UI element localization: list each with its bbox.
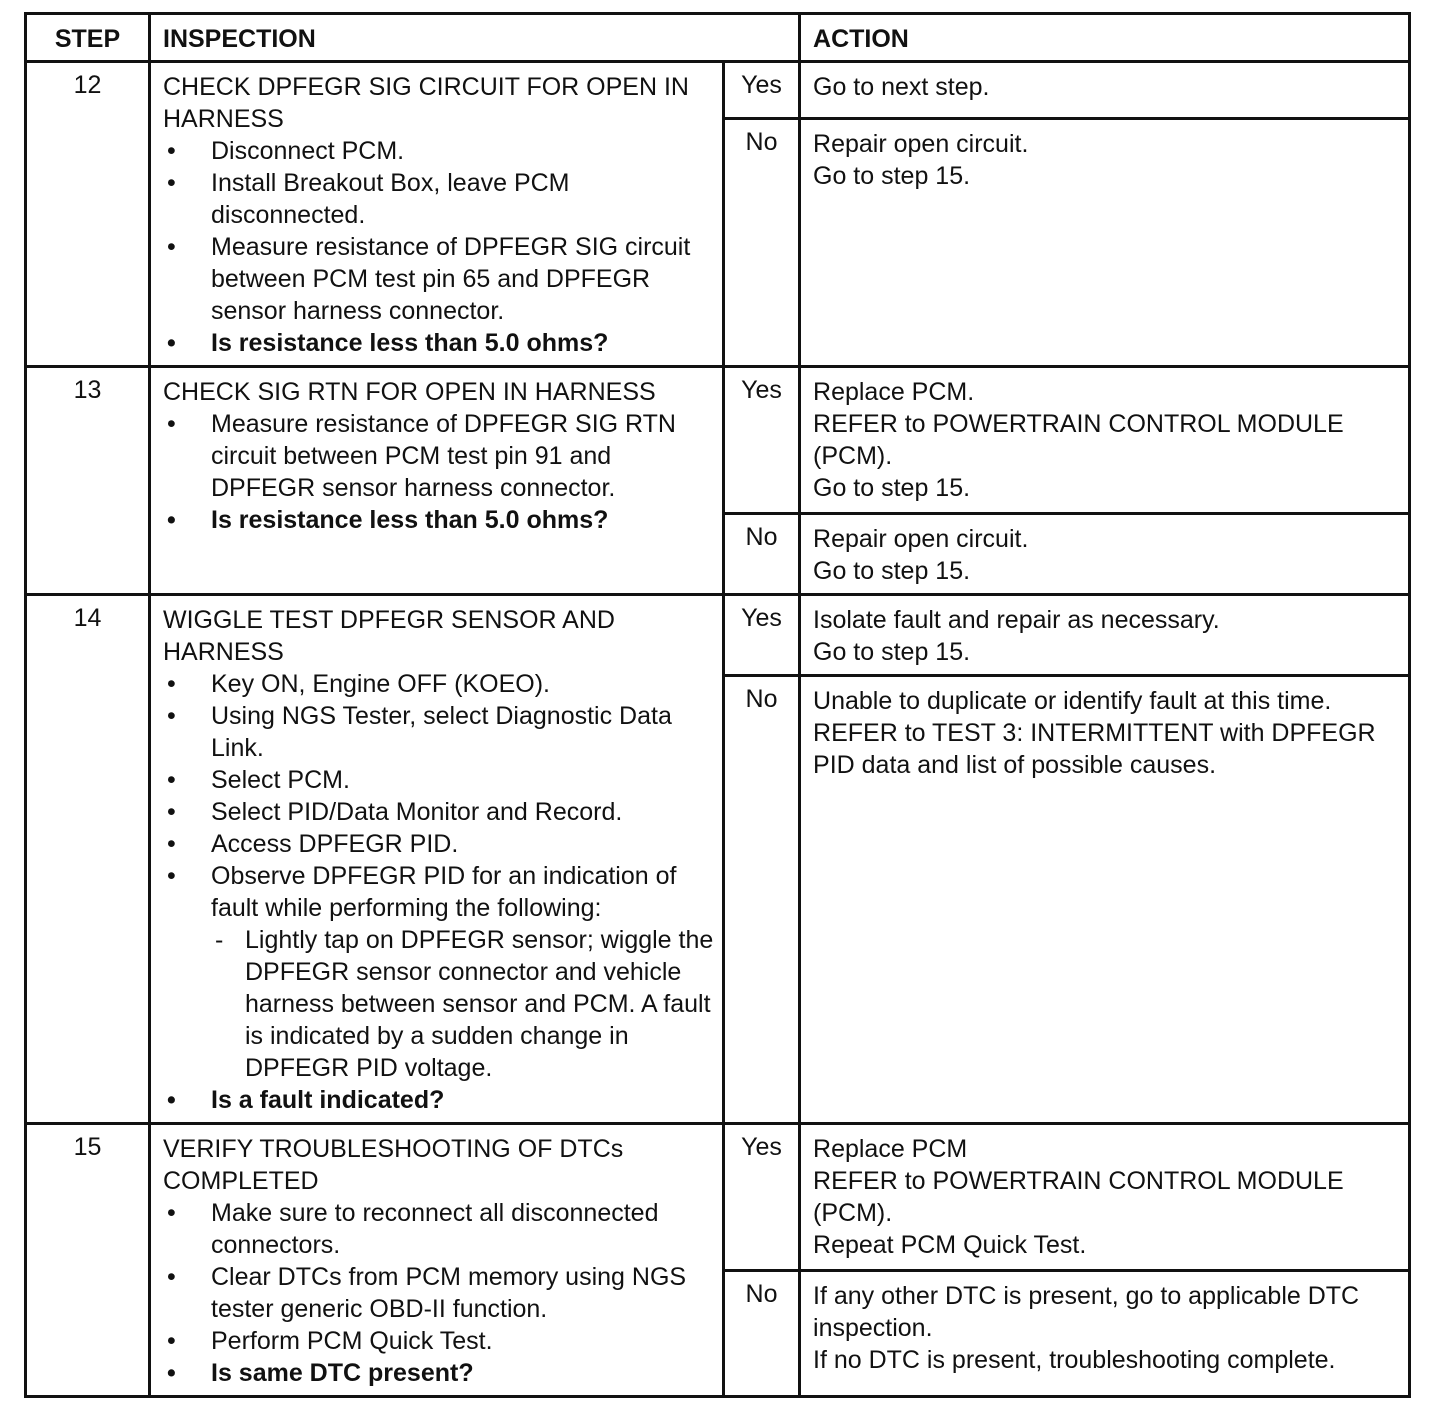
no-action-cell (800, 514, 1410, 595)
bullet-item: • Measure resistance of DPFEGR SIG circuit between PCM test pin 65 and DPFEGR sensor harness connector. (163, 231, 714, 327)
no-action-cell (800, 676, 1410, 1124)
yes-action-cell (800, 595, 1410, 676)
inspection-question: • Is resistance less than 5.0 ohms? (163, 504, 714, 536)
action-line: Unable to duplicate or identify fault at this time. (813, 687, 1332, 715)
action-line: Repeat PCM Quick Test. (813, 1231, 1087, 1259)
diagnostic-table-page (24, 12, 1408, 1398)
table-row (26, 62, 1410, 119)
action-line: Go to next step. (813, 73, 990, 101)
yes-action-cell (800, 62, 1410, 119)
no-label: No (724, 119, 800, 367)
bullet-item: • Install Breakout Box, leave PCM disconnected. (163, 167, 714, 231)
action-line: Repair open circuit. (813, 525, 1029, 553)
bullet-item: • Using NGS Tester, select Diagnostic Data Link. (163, 700, 714, 764)
yes-action-cell (800, 367, 1410, 514)
sub-item: - Lightly tap on DPFEGR sensor; wiggle the DPFEGR sensor connector and vehicle harness between sensor and PCM. A fault is indicated by a sudden change in DPFEGR PID voltage. (163, 924, 714, 1084)
action-line: If any other DTC is present, go to applicable DTC inspection. (813, 1282, 1360, 1342)
inspection-title: CHECK SIG RTN FOR OPEN IN HARNESS (163, 378, 656, 406)
inspection-cell (150, 367, 724, 595)
inspection-cell (150, 1124, 724, 1397)
no-label: No (724, 676, 800, 1124)
no-action-cell (800, 1271, 1410, 1397)
bullet-item: • Select PCM. (163, 764, 714, 796)
action-line: Replace PCM (813, 1135, 968, 1163)
table-row (26, 367, 1410, 514)
bullet-item: • Observe DPFEGR PID for an indication of fault while performing the following: (163, 860, 714, 924)
no-action-cell (800, 119, 1410, 367)
action-line: REFER to POWERTRAIN CONTROL MODULE (PCM). (813, 1167, 1344, 1227)
step-number: 15 (26, 1124, 150, 1397)
action-line: Go to step 15. (813, 162, 971, 190)
bullet-item: • Clear DTCs from PCM memory using NGS tester generic OBD-II function. (163, 1261, 714, 1325)
action-line: REFER to TEST 3: INTERMITTENT with DPFEGR PID data and list of possible causes. (813, 719, 1376, 779)
inspection-title: WIGGLE TEST DPFEGR SENSOR AND HARNESS (163, 606, 615, 666)
diagnostic-table (24, 12, 1411, 1398)
action-line: Go to step 15. (813, 474, 971, 502)
inspection-question: • Is resistance less than 5.0 ohms? (163, 327, 714, 359)
action-line: Go to step 15. (813, 557, 971, 585)
inspection-title: CHECK DPFEGR SIG CIRCUIT FOR OPEN IN HARNESS (163, 73, 689, 133)
action-line: Go to step 15. (813, 638, 971, 666)
action-line: If no DTC is present, troubleshooting complete. (813, 1346, 1336, 1374)
inspection-question: • Is same DTC present? (163, 1357, 714, 1389)
header-row (26, 14, 1410, 62)
action-header: ACTION (800, 14, 1410, 62)
action-line: Replace PCM. (813, 378, 975, 406)
yes-action-cell (800, 1124, 1410, 1271)
step-header: STEP (26, 14, 150, 62)
bullet-item: • Make sure to reconnect all disconnected connectors. (163, 1197, 714, 1261)
no-label: No (724, 514, 800, 595)
step-number: 14 (26, 595, 150, 1124)
bullet-item: • Select PID/Data Monitor and Record. (163, 796, 714, 828)
bullet-item: • Key ON, Engine OFF (KOEO). (163, 668, 714, 700)
inspection-cell (150, 62, 724, 367)
action-line: Repair open circuit. (813, 130, 1029, 158)
yes-label: Yes (724, 367, 800, 514)
action-line: Isolate fault and repair as necessary. (813, 606, 1220, 634)
yes-label: Yes (724, 595, 800, 676)
bullet-item: • Measure resistance of DPFEGR SIG RTN circuit between PCM test pin 91 and DPFEGR sensor harness connector. (163, 408, 714, 504)
inspection-title: VERIFY TROUBLESHOOTING OF DTCs COMPLETED (163, 1135, 624, 1195)
bullet-item: • Perform PCM Quick Test. (163, 1325, 714, 1357)
inspection-header: INSPECTION (150, 14, 800, 62)
table-row (26, 1124, 1410, 1271)
no-label: No (724, 1271, 800, 1397)
inspection-question: • Is a fault indicated? (163, 1084, 714, 1116)
bullet-item: • Access DPFEGR PID. (163, 828, 714, 860)
action-line: REFER to POWERTRAIN CONTROL MODULE (PCM). (813, 410, 1344, 470)
table-row (26, 595, 1410, 676)
inspection-cell (150, 595, 724, 1124)
step-number: 12 (26, 62, 150, 367)
yes-label: Yes (724, 1124, 800, 1271)
bullet-item: • Disconnect PCM. (163, 135, 714, 167)
step-number: 13 (26, 367, 150, 595)
yes-label: Yes (724, 62, 800, 119)
